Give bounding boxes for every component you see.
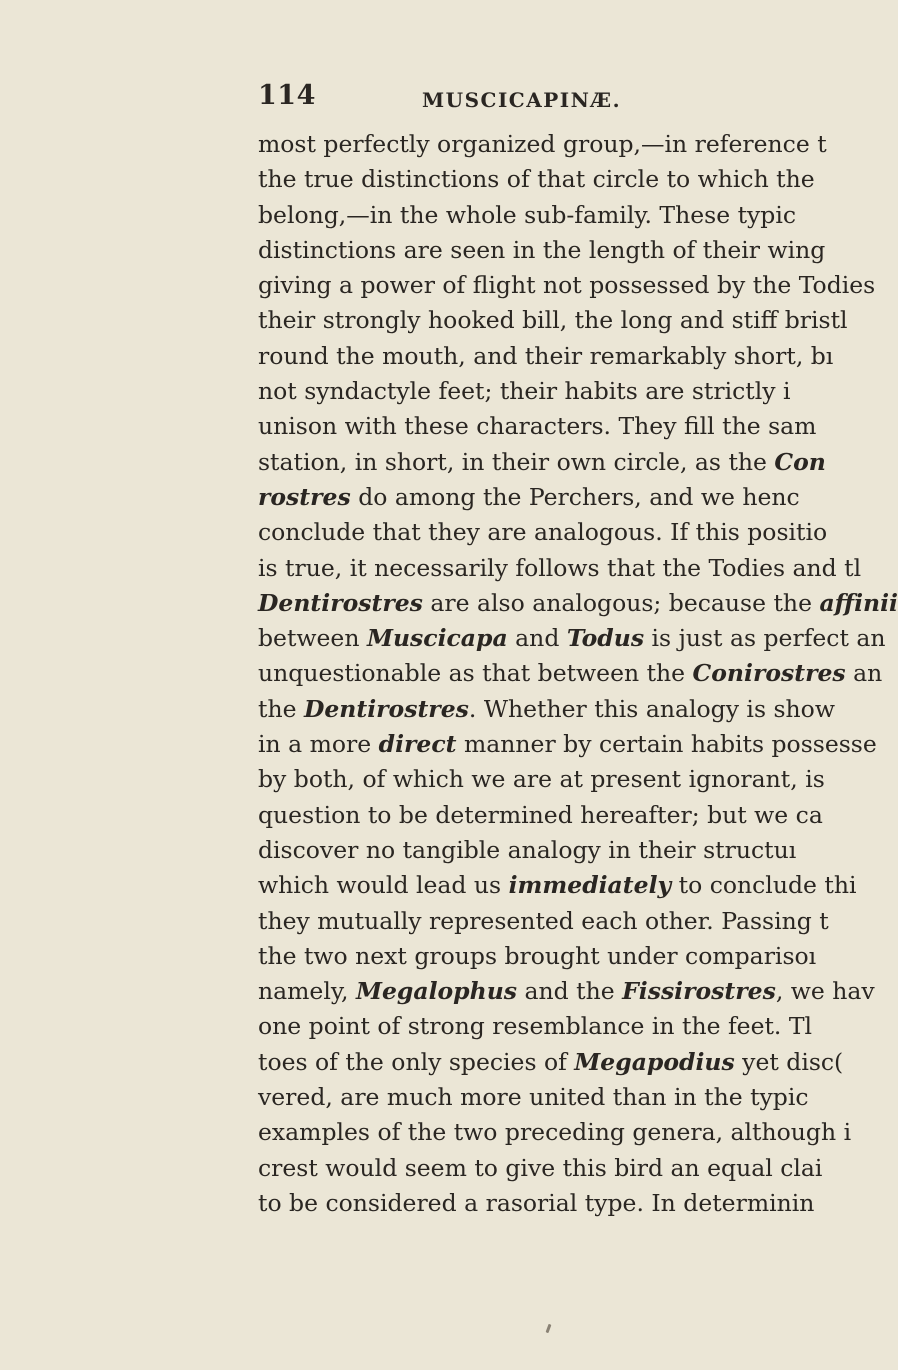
text-run: discover no tangible analogy in their structuı (258, 835, 797, 864)
text-line (258, 1080, 858, 1115)
page-number: 114 (258, 80, 316, 111)
italic-term: Con (774, 447, 826, 476)
text-run: examples of the two preceding genera, although i (258, 1118, 852, 1147)
text-line (258, 1045, 858, 1080)
text-line (258, 727, 877, 762)
text-run: yet disc( (734, 1047, 844, 1076)
text-line (258, 480, 858, 515)
text-line (258, 762, 858, 797)
ink-speck (546, 1324, 552, 1333)
italic-term: Todus (566, 624, 645, 653)
text-run: their strongly hooked bill, the long and stiff bristl (258, 306, 848, 335)
text-run: and (507, 624, 567, 653)
text-line (258, 939, 858, 974)
italic-term: Muscicapa (366, 624, 508, 653)
text-run: to be considered a rasorial type. In determinin (258, 1188, 815, 1217)
text-line (258, 974, 875, 1009)
text-run: unison with these characters. They fill the sam (258, 412, 817, 441)
running-head: MUSCICAPINÆ. (422, 88, 622, 112)
text-line (258, 586, 898, 621)
text-run: conclude that they are analogous. If this positio (258, 518, 828, 547)
text-run: crest would seem to give this bird an equal clai (258, 1153, 823, 1182)
text-run: in a more (258, 730, 379, 759)
text-run: the true distinctions of that circle to which the (258, 165, 815, 194)
text-run: they mutually represented each other. Passing t (258, 906, 829, 935)
text-run: vered, are much more united than in the typic (258, 1083, 809, 1112)
body-text (258, 127, 898, 1221)
text-run: an (845, 659, 883, 688)
text-run: is just as perfect an (644, 624, 886, 653)
text-line (258, 621, 886, 656)
text-line (258, 868, 858, 903)
text-run: station, in short, in their own circle, as the (258, 447, 775, 476)
text-run: which would lead us (258, 871, 509, 900)
text-run: . Whether this analogy is show (468, 694, 835, 723)
text-line (258, 374, 858, 409)
italic-term: Megapodius (574, 1047, 735, 1076)
italic-term: immediately (508, 871, 672, 900)
text-line (258, 233, 858, 268)
italic-term: Fissirostres (622, 977, 776, 1006)
text-line (258, 268, 876, 303)
page-header (258, 80, 818, 120)
text-run: question to be determined hereafter; but we ca (258, 800, 823, 829)
text-line (258, 904, 858, 939)
text-run: between (258, 624, 367, 653)
italic-term: rostres (258, 482, 351, 511)
text-line (258, 339, 858, 374)
text-line (258, 1115, 858, 1150)
text-run: belong,—in the whole sub-family. These typic (258, 200, 797, 229)
text-run: the two next groups brought under comparisoı (258, 941, 817, 970)
text-line (258, 162, 858, 197)
text-line (258, 445, 858, 480)
text-line (258, 551, 862, 586)
text-run: is true, it necessarily follows that the Todies and tl (258, 553, 862, 582)
italic-term: Megalophus (355, 977, 518, 1006)
text-line (258, 1009, 858, 1044)
italic-term: direct (378, 730, 457, 759)
text-run: most perfectly organized group,—in reference t (258, 130, 827, 158)
text-run: giving a power of flight not possessed by the Todies (258, 271, 876, 300)
italic-term: Dentirostres (303, 694, 469, 723)
text-run: the (258, 694, 304, 723)
text-line (258, 692, 858, 727)
text-run: one point of strong resemblance in the feet. Tl (258, 1012, 813, 1041)
italic-term: Dentirostres (258, 588, 423, 617)
text-line (258, 303, 858, 338)
text-run: round the mouth, and their remarkably short, bı (258, 341, 834, 370)
text-run: manner by certain habits possesse (456, 730, 877, 759)
text-run: unquestionable as that between the (258, 659, 693, 688)
text-run: are also analogous; because the (422, 588, 820, 617)
text-line (258, 798, 858, 833)
text-run: distinctions are seen in the length of their wing (258, 235, 826, 264)
text-line (258, 833, 858, 868)
text-line (258, 1186, 858, 1221)
text-run: not syndactyle feet; their habits are strictly i (258, 377, 791, 406)
text-run: namely, (258, 977, 356, 1006)
text-run: do among the Perchers, and we henc (350, 482, 800, 511)
text-line (258, 198, 858, 233)
text-line (258, 409, 858, 444)
italic-term: affinii (819, 588, 898, 617)
text-run: to conclude thi (671, 871, 857, 900)
text-run: by both, of which we are at present ignorant, is (258, 765, 825, 794)
text-run: toes of the only species of (258, 1047, 575, 1076)
text-line (258, 515, 858, 550)
text-line (258, 127, 858, 162)
text-run: and the (517, 977, 623, 1006)
text-line (258, 656, 883, 691)
text-run: , we hav (775, 977, 875, 1006)
italic-term: Conirostres (692, 659, 846, 688)
text-line (258, 1151, 858, 1186)
